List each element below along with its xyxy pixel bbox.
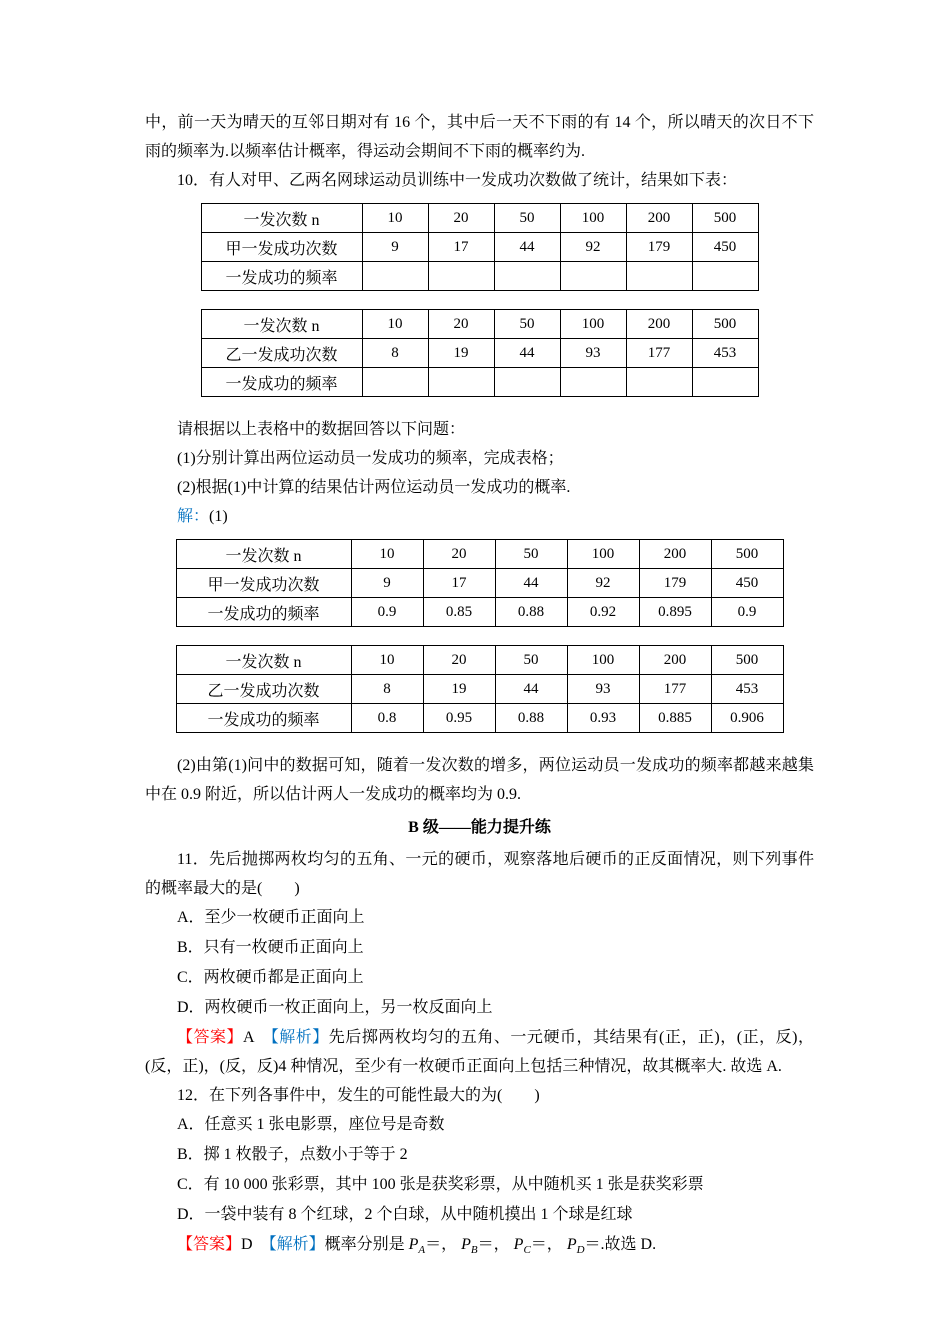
table-cell: 19 <box>423 675 495 704</box>
table-cell: 一发次数 n <box>201 204 362 233</box>
analysis-text: 概率分别是 $P_A=$， $P_B=$， $P_C=$， $P_D=$.故选 D. <box>324 1236 657 1257</box>
question-12-stem: 12．在下列各事件中，发生的可能性最大的为( ) <box>177 1087 540 1104</box>
table-cell: 50 <box>495 646 567 675</box>
question-10-stem: 10．有人对甲、乙两名网球运动员训练中一发成功次数做了统计，结果如下表： <box>177 172 738 189</box>
table-cell: 10 <box>362 310 428 339</box>
table-cell: 100 <box>567 646 639 675</box>
table-cell: 92 <box>560 233 626 262</box>
question-11-stem: 11．先后抛掷两枚均匀的五角、一元的硬币，观察落地后硬币的正反面情况，则下列事件的概率最大的是( ) <box>145 851 814 897</box>
table-cell: 0.92 <box>567 598 639 627</box>
question-11-option-b: B．只有一枚硬币正面向上 <box>177 939 364 956</box>
table-cell <box>560 368 626 397</box>
section-b-heading: B 级——能力提升练 <box>408 819 551 836</box>
table-cell: 179 <box>639 569 711 598</box>
table-cell: 0.885 <box>639 704 711 733</box>
table-row <box>176 704 783 733</box>
table-cell: 177 <box>626 339 692 368</box>
table-cell: 0.9 <box>711 598 783 627</box>
table-cell: 0.906 <box>711 704 783 733</box>
question-10-ask: 请根据以上表格中的数据回答以下问题： <box>177 421 466 438</box>
table-cell: 50 <box>495 540 567 569</box>
table-player-jia-filled <box>176 539 784 627</box>
table-cell: 一发成功的频率 <box>176 598 351 627</box>
solution-part-number: (1) <box>209 508 228 525</box>
table-cell <box>692 368 758 397</box>
table-cell: 17 <box>428 233 494 262</box>
question-10-conclusion: (2)由第(1)问中的数据可知，随着一发次数的增多，两位运动员一发成功的频率都越来越集中在 0.9 附近，所以估计两人一发成功的概率均为 0.9. <box>145 757 814 803</box>
question-12-option-a: A．任意买 1 张电影票，座位号是奇数 <box>177 1116 445 1133</box>
table-cell: 0.88 <box>495 704 567 733</box>
table-cell: 100 <box>560 310 626 339</box>
table-cell: 44 <box>494 233 560 262</box>
intro-paragraph: 中，前一天为晴天的互邻日期对有 16 个，其中后一天不下雨的有 14 个，所以晴天的次日不下雨的频率为.以频率估计概率，得运动会期间不下雨的概率约为. <box>145 114 814 160</box>
table-cell <box>428 262 494 291</box>
question-12-answer-line <box>145 1230 814 1265</box>
table-cell: 一发次数 n <box>176 646 351 675</box>
table-cell: 10 <box>351 646 423 675</box>
table-cell: 乙一发成功次数 <box>176 675 351 704</box>
table-cell: 乙一发成功次数 <box>201 339 362 368</box>
table-cell <box>494 368 560 397</box>
table-player-yi-filled <box>176 645 784 733</box>
table-row <box>176 675 783 704</box>
table-cell: 200 <box>639 646 711 675</box>
table-cell: 500 <box>711 646 783 675</box>
table-cell: 20 <box>428 310 494 339</box>
table-cell: 0.85 <box>423 598 495 627</box>
table-cell: 甲一发成功次数 <box>176 569 351 598</box>
table-cell: 0.8 <box>351 704 423 733</box>
table-cell: 500 <box>711 540 783 569</box>
analysis-text: 先后掷两枚均匀的五角、一元硬币，其结果有(正，正)，(正，反)，(反，正)，(反，反)4 种情况，至少有一枚硬币正面向上包括三种情况，故其概率大. 故选 A. <box>145 1029 814 1075</box>
table-cell <box>626 262 692 291</box>
table-cell <box>626 368 692 397</box>
table-cell: 8 <box>362 339 428 368</box>
table-cell: 一发成功的频率 <box>201 262 362 291</box>
table-cell: 9 <box>362 233 428 262</box>
table-cell: 19 <box>428 339 494 368</box>
table-cell: 一发次数 n <box>176 540 351 569</box>
table-cell: 50 <box>494 204 560 233</box>
table-cell: 17 <box>423 569 495 598</box>
table-row <box>201 339 758 368</box>
question-11-answer-line <box>145 1023 814 1081</box>
table-row <box>201 368 758 397</box>
table-cell: 179 <box>626 233 692 262</box>
table-cell: 甲一发成功次数 <box>201 233 362 262</box>
table-row <box>201 310 758 339</box>
table-row <box>201 262 758 291</box>
table-cell: 93 <box>567 675 639 704</box>
table-row <box>201 204 758 233</box>
solution-label: 解： <box>177 508 210 525</box>
table-cell: 0.95 <box>423 704 495 733</box>
analysis-label: 【解析】 <box>270 1029 329 1046</box>
question-11-option-a: A．至少一枚硬币正面向上 <box>177 909 365 926</box>
table-cell: 177 <box>639 675 711 704</box>
answer-value: D <box>241 1236 269 1253</box>
question-12-option-d: D．一袋中装有 8 个红球，2 个白球，从中随机摸出 1 个球是红球 <box>177 1206 633 1223</box>
question-10-part1: (1)分别计算出两位运动员一发成功的频率，完成表格； <box>177 450 564 467</box>
table-cell: 20 <box>428 204 494 233</box>
table-cell: 44 <box>494 339 560 368</box>
question-12-option-b: B．掷 1 枚骰子，点数小于等于 2 <box>177 1146 408 1163</box>
table-cell <box>494 262 560 291</box>
table-row <box>176 598 783 627</box>
table-row <box>201 233 758 262</box>
table-cell: 10 <box>362 204 428 233</box>
question-11-option-d: D．两枚硬币一枚正面向上，另一枚反面向上 <box>177 999 493 1016</box>
table-player-jia-blank <box>201 203 759 291</box>
table-cell: 一发成功的频率 <box>176 704 351 733</box>
table-row <box>176 569 783 598</box>
solution-line <box>145 502 814 531</box>
table-cell <box>560 262 626 291</box>
question-11-option-c: C．两枚硬币都是正面向上 <box>177 969 364 986</box>
table-cell: 44 <box>495 569 567 598</box>
table-cell: 200 <box>626 204 692 233</box>
table-cell: 0.9 <box>351 598 423 627</box>
table-cell: 9 <box>351 569 423 598</box>
table-cell: 0.895 <box>639 598 711 627</box>
table-cell <box>692 262 758 291</box>
table-cell: 100 <box>560 204 626 233</box>
question-10-part2: (2)根据(1)中计算的结果估计两位运动员一发成功的概率. <box>177 479 571 496</box>
table-cell: 20 <box>423 540 495 569</box>
table-cell: 20 <box>423 646 495 675</box>
table-player-yi-blank <box>201 309 759 397</box>
answer-label: 【答案】 <box>177 1236 242 1253</box>
table-row <box>176 646 783 675</box>
table-cell: 500 <box>692 310 758 339</box>
table-cell <box>362 368 428 397</box>
table-cell: 450 <box>692 233 758 262</box>
table-cell: 453 <box>711 675 783 704</box>
table-cell: 一发次数 n <box>201 310 362 339</box>
table-cell: 8 <box>351 675 423 704</box>
table-cell: 92 <box>567 569 639 598</box>
table-cell <box>428 368 494 397</box>
table-cell: 450 <box>711 569 783 598</box>
analysis-label: 【解析】 <box>268 1236 325 1253</box>
table-cell: 500 <box>692 204 758 233</box>
table-row <box>176 540 783 569</box>
answer-value: A <box>243 1029 271 1046</box>
table-cell: 100 <box>567 540 639 569</box>
answer-label: 【答案】 <box>177 1029 244 1046</box>
table-cell: 200 <box>626 310 692 339</box>
table-cell <box>362 262 428 291</box>
table-cell: 0.88 <box>495 598 567 627</box>
table-cell: 一发成功的频率 <box>201 368 362 397</box>
question-12-option-c: C．有 10 000 张彩票，其中 100 张是获奖彩票，从中随机买 1 张是获奖彩票 <box>177 1176 704 1193</box>
table-cell: 50 <box>494 310 560 339</box>
table-cell: 200 <box>639 540 711 569</box>
table-cell: 44 <box>495 675 567 704</box>
table-cell: 453 <box>692 339 758 368</box>
table-cell: 93 <box>560 339 626 368</box>
table-cell: 10 <box>351 540 423 569</box>
table-cell: 0.93 <box>567 704 639 733</box>
